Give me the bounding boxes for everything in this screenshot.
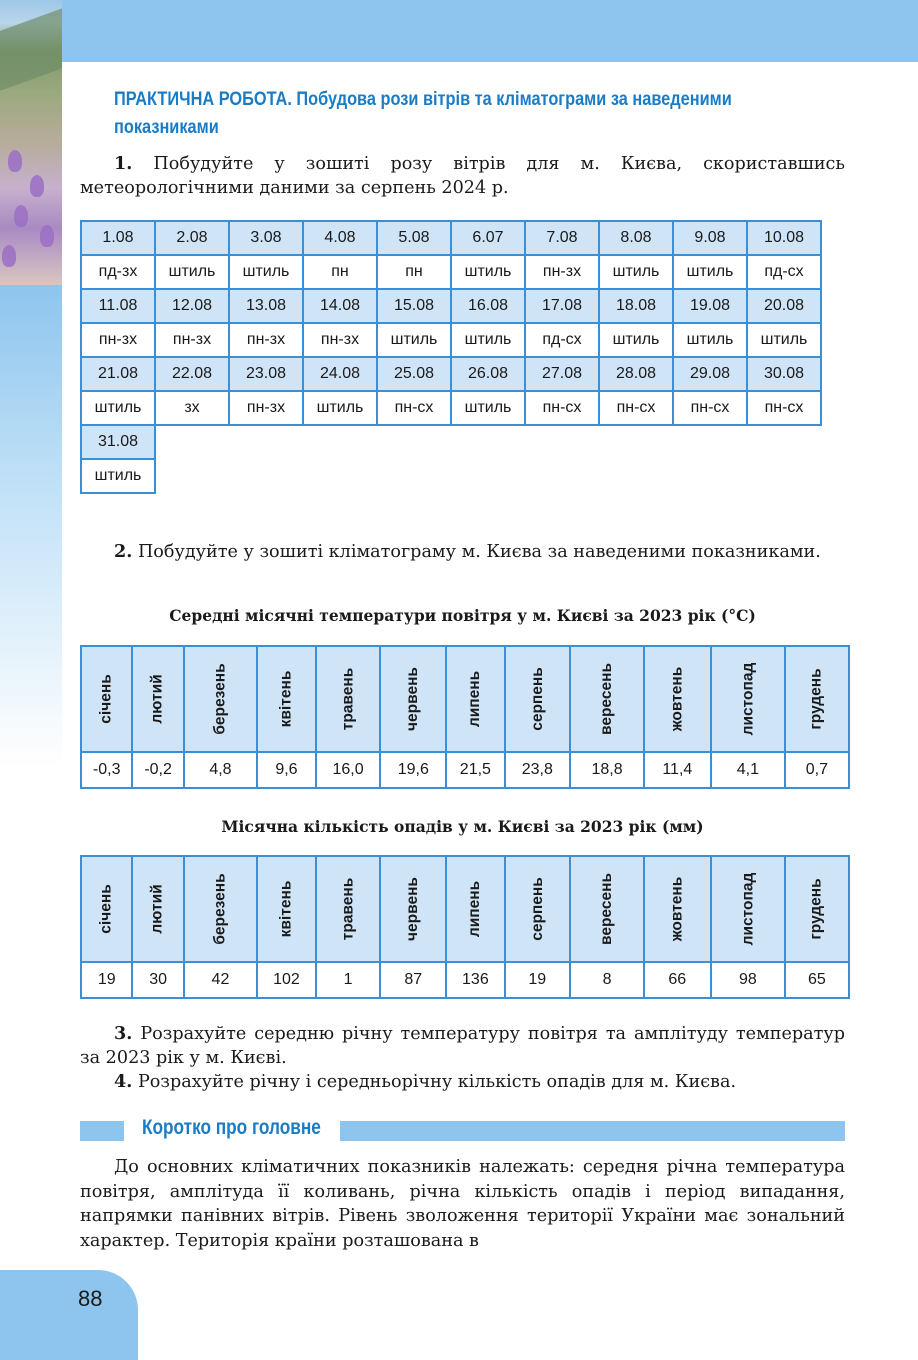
month-label: листопад [738, 872, 756, 946]
month-label: травень [339, 877, 357, 941]
empty-cell [673, 459, 747, 493]
wind-direction-cell: штиль [303, 391, 377, 425]
empty-cell [747, 459, 821, 493]
task-2-text: Побудуйте у зошиті кліматограму м. Києва за наведеними показниками. [137, 542, 821, 562]
precipitation-value-cell: 19 [81, 962, 132, 998]
wind-direction-row [81, 459, 821, 493]
precipitation-month-cell [505, 856, 571, 962]
wind-date-row [81, 221, 821, 255]
wind-direction-cell: штиль [673, 255, 747, 289]
temperature-month-cell [505, 646, 571, 752]
task-4-text: Розрахуйте річну і середньорічну кількість опадів для м. Києва. [137, 1072, 737, 1092]
temperature-value-cell: -0,3 [81, 752, 132, 788]
wind-direction-cell: пн-зх [303, 323, 377, 357]
wind-date-cell: 26.08 [451, 357, 525, 391]
wind-date-cell: 11.08 [81, 289, 155, 323]
month-label: липень [466, 670, 484, 728]
temperature-month-cell [380, 646, 446, 752]
task-2 [80, 540, 845, 564]
temperature-month-cell [132, 646, 183, 752]
month-label: червень [404, 877, 422, 941]
task-4 [80, 1070, 845, 1094]
wind-table [80, 220, 822, 494]
precipitation-table [80, 855, 850, 999]
wind-date-row [81, 357, 821, 391]
wind-date-cell: 18.08 [599, 289, 673, 323]
wind-direction-row [81, 323, 821, 357]
wind-date-cell: 3.08 [229, 221, 303, 255]
month-label: липень [466, 880, 484, 938]
temperature-value-cell: 23,8 [505, 752, 571, 788]
precipitation-months-row [81, 856, 849, 962]
month-label: жовтень [668, 666, 686, 732]
wind-date-cell: 23.08 [229, 357, 303, 391]
precipitation-value-cell: 66 [644, 962, 711, 998]
temperature-values-row [81, 752, 849, 788]
top-decor-band [0, 0, 918, 62]
precipitation-month-cell [184, 856, 257, 962]
task-1 [80, 152, 845, 200]
wind-date-cell: 15.08 [377, 289, 451, 323]
wind-direction-row [81, 255, 821, 289]
temperature-month-cell [570, 646, 644, 752]
temperature-table [80, 645, 850, 789]
temperature-month-cell [316, 646, 381, 752]
precipitation-month-cell [81, 856, 132, 962]
wind-date-cell: 13.08 [229, 289, 303, 323]
empty-cell [747, 425, 821, 459]
precipitation-month-cell [380, 856, 446, 962]
temperature-month-cell [785, 646, 848, 752]
empty-cell [599, 425, 673, 459]
wind-date-cell: 10.08 [747, 221, 821, 255]
wind-direction-cell: пд-зх [81, 255, 155, 289]
month-label: серпень [528, 877, 546, 941]
temperature-month-cell [184, 646, 257, 752]
precipitation-value-cell: 19 [505, 962, 571, 998]
wind-direction-cell: пн-сх [525, 391, 599, 425]
task-2-number: 2. [114, 541, 133, 562]
temperature-value-cell: 11,4 [644, 752, 711, 788]
precipitation-month-cell [446, 856, 504, 962]
wind-direction-cell: штиль [451, 255, 525, 289]
wind-date-cell: 4.08 [303, 221, 377, 255]
precipitation-month-cell [257, 856, 316, 962]
empty-cell [155, 459, 229, 493]
temperature-month-cell [446, 646, 504, 752]
month-label: лютий [149, 674, 167, 724]
wind-direction-cell: пн-сх [747, 391, 821, 425]
wind-direction-cell: пн-зх [81, 323, 155, 357]
crocus-photo [0, 0, 62, 285]
temperature-month-cell [257, 646, 316, 752]
precipitation-value-cell: 1 [316, 962, 381, 998]
wind-date-cell: 2.08 [155, 221, 229, 255]
month-label: грудень [807, 878, 825, 940]
temperature-caption: Середні місячні температури повітря у м. Києві за 2023 рік (°С) [169, 606, 756, 625]
temperature-value-cell: 21,5 [446, 752, 504, 788]
task-4-number: 4. [114, 1071, 133, 1092]
temperature-value-cell: 4,8 [184, 752, 257, 788]
precipitation-values-row [81, 962, 849, 998]
wind-date-cell: 17.08 [525, 289, 599, 323]
month-label: травень [339, 667, 357, 731]
wind-date-cell: 24.08 [303, 357, 377, 391]
precipitation-month-cell [316, 856, 381, 962]
wind-direction-cell: пн-зх [229, 391, 303, 425]
temperature-value-cell: 9,6 [257, 752, 316, 788]
wind-direction-cell: пн-сх [599, 391, 673, 425]
precipitation-value-cell: 87 [380, 962, 446, 998]
month-label: листопад [738, 662, 756, 736]
precipitation-value-cell: 42 [184, 962, 257, 998]
wind-direction-cell: штиль [451, 391, 525, 425]
month-label: грудень [807, 668, 825, 730]
wind-direction-cell: штиль [81, 459, 155, 493]
precipitation-month-cell [785, 856, 848, 962]
wind-date-cell: 1.08 [81, 221, 155, 255]
temperature-months-row [81, 646, 849, 752]
empty-cell [303, 459, 377, 493]
wind-date-cell: 9.08 [673, 221, 747, 255]
temperature-value-cell: 4,1 [711, 752, 786, 788]
temperature-value-cell: 18,8 [570, 752, 644, 788]
summary-text: До основних кліматичних показників належать: середня річна температура повітря, амплітуда її коливань, річна кількість опадів і період випадання, напрямки панівних вітрів. Рівень зволоження території України має зональний характер. Територія країни розташована в [80, 1157, 845, 1251]
task-1-number: 1. [114, 153, 133, 174]
month-label: лютий [149, 884, 167, 934]
wind-direction-cell: пн-сх [377, 391, 451, 425]
wind-date-cell: 22.08 [155, 357, 229, 391]
wind-direction-cell: пд-сх [747, 255, 821, 289]
empty-cell [525, 459, 599, 493]
wind-date-cell: 19.08 [673, 289, 747, 323]
month-label: вересень [598, 663, 616, 735]
empty-cell [377, 425, 451, 459]
empty-cell [229, 459, 303, 493]
wind-date-cell: 5.08 [377, 221, 451, 255]
temperature-month-cell [644, 646, 711, 752]
page-number-tab [0, 1270, 138, 1360]
temperature-value-cell: 19,6 [380, 752, 446, 788]
empty-cell [525, 425, 599, 459]
month-label: вересень [598, 873, 616, 945]
wind-direction-cell: зх [155, 391, 229, 425]
empty-cell [451, 459, 525, 493]
wind-direction-cell: штиль [747, 323, 821, 357]
month-label: квітень [277, 880, 295, 938]
wind-direction-cell: пн-зх [229, 323, 303, 357]
month-label: січень [97, 884, 115, 934]
wind-direction-cell: штиль [155, 255, 229, 289]
practical-work-heading: ПРАКТИЧНА РОБОТА. Побудова рози вітрів та кліматограми за наведеними показниками [114, 89, 732, 138]
empty-cell [377, 459, 451, 493]
task-1-text: Побудуйте у зошиті розу вітрів для м. Києва, скориставшись метеорологічними даними за серпень 2024 р. [80, 154, 845, 198]
wind-date-cell: 6.07 [451, 221, 525, 255]
precipitation-value-cell: 65 [785, 962, 848, 998]
wind-date-cell: 20.08 [747, 289, 821, 323]
wind-direction-cell: штиль [229, 255, 303, 289]
task-3-number: 3. [114, 1023, 133, 1044]
task-3-text: Розрахуйте середню річну температуру повітря та амплітуду температур за 2023 рік у м. Києві. [80, 1024, 846, 1068]
wind-date-cell: 16.08 [451, 289, 525, 323]
temperature-month-cell [81, 646, 132, 752]
wind-date-cell: 29.08 [673, 357, 747, 391]
wind-direction-cell: пн-сх [673, 391, 747, 425]
wind-date-cell: 8.08 [599, 221, 673, 255]
wind-date-cell: 7.08 [525, 221, 599, 255]
month-label: березень [211, 873, 229, 945]
precipitation-month-cell [711, 856, 786, 962]
wind-date-cell: 12.08 [155, 289, 229, 323]
precipitation-month-cell [132, 856, 183, 962]
wind-date-row [81, 425, 821, 459]
wind-direction-cell: пн-зх [155, 323, 229, 357]
precipitation-month-cell [644, 856, 711, 962]
wind-direction-cell: штиль [377, 323, 451, 357]
wind-direction-cell: штиль [599, 255, 673, 289]
temperature-value-cell: 0,7 [785, 752, 848, 788]
empty-cell [155, 425, 229, 459]
wind-direction-cell: пд-сх [525, 323, 599, 357]
summary-title: Коротко про головне [142, 1116, 321, 1139]
month-label: квітень [277, 670, 295, 728]
precipitation-value-cell: 30 [132, 962, 183, 998]
precipitation-month-cell [570, 856, 644, 962]
month-label: червень [404, 667, 422, 731]
precipitation-value-cell: 136 [446, 962, 504, 998]
month-label: березень [211, 663, 229, 735]
empty-cell [303, 425, 377, 459]
precipitation-value-cell: 102 [257, 962, 316, 998]
wind-date-cell: 27.08 [525, 357, 599, 391]
month-label: серпень [528, 667, 546, 731]
wind-direction-cell: штиль [451, 323, 525, 357]
empty-cell [599, 459, 673, 493]
wind-date-cell: 28.08 [599, 357, 673, 391]
wind-date-cell: 31.08 [81, 425, 155, 459]
temperature-value-cell: -0,2 [132, 752, 183, 788]
wind-date-cell: 25.08 [377, 357, 451, 391]
task-3 [80, 1022, 845, 1070]
month-label: жовтень [668, 876, 686, 942]
page-number: 88 [78, 1286, 103, 1311]
empty-cell [673, 425, 747, 459]
wind-direction-cell: пн [303, 255, 377, 289]
empty-cell [229, 425, 303, 459]
precipitation-caption: Місячна кількість опадів у м. Києві за 2023 рік (мм) [221, 817, 704, 836]
precipitation-value-cell: 98 [711, 962, 786, 998]
wind-direction-row [81, 391, 821, 425]
wind-direction-cell: пн [377, 255, 451, 289]
month-label: січень [97, 674, 115, 724]
side-decor-band [0, 285, 62, 1360]
precipitation-value-cell: 8 [570, 962, 644, 998]
wind-date-cell: 30.08 [747, 357, 821, 391]
wind-direction-cell: пн-зх [525, 255, 599, 289]
wind-date-row [81, 289, 821, 323]
wind-direction-cell: штиль [81, 391, 155, 425]
empty-cell [451, 425, 525, 459]
wind-date-cell: 14.08 [303, 289, 377, 323]
temperature-month-cell [711, 646, 786, 752]
temperature-value-cell: 16,0 [316, 752, 381, 788]
wind-date-cell: 21.08 [81, 357, 155, 391]
wind-direction-cell: штиль [673, 323, 747, 357]
wind-direction-cell: штиль [599, 323, 673, 357]
